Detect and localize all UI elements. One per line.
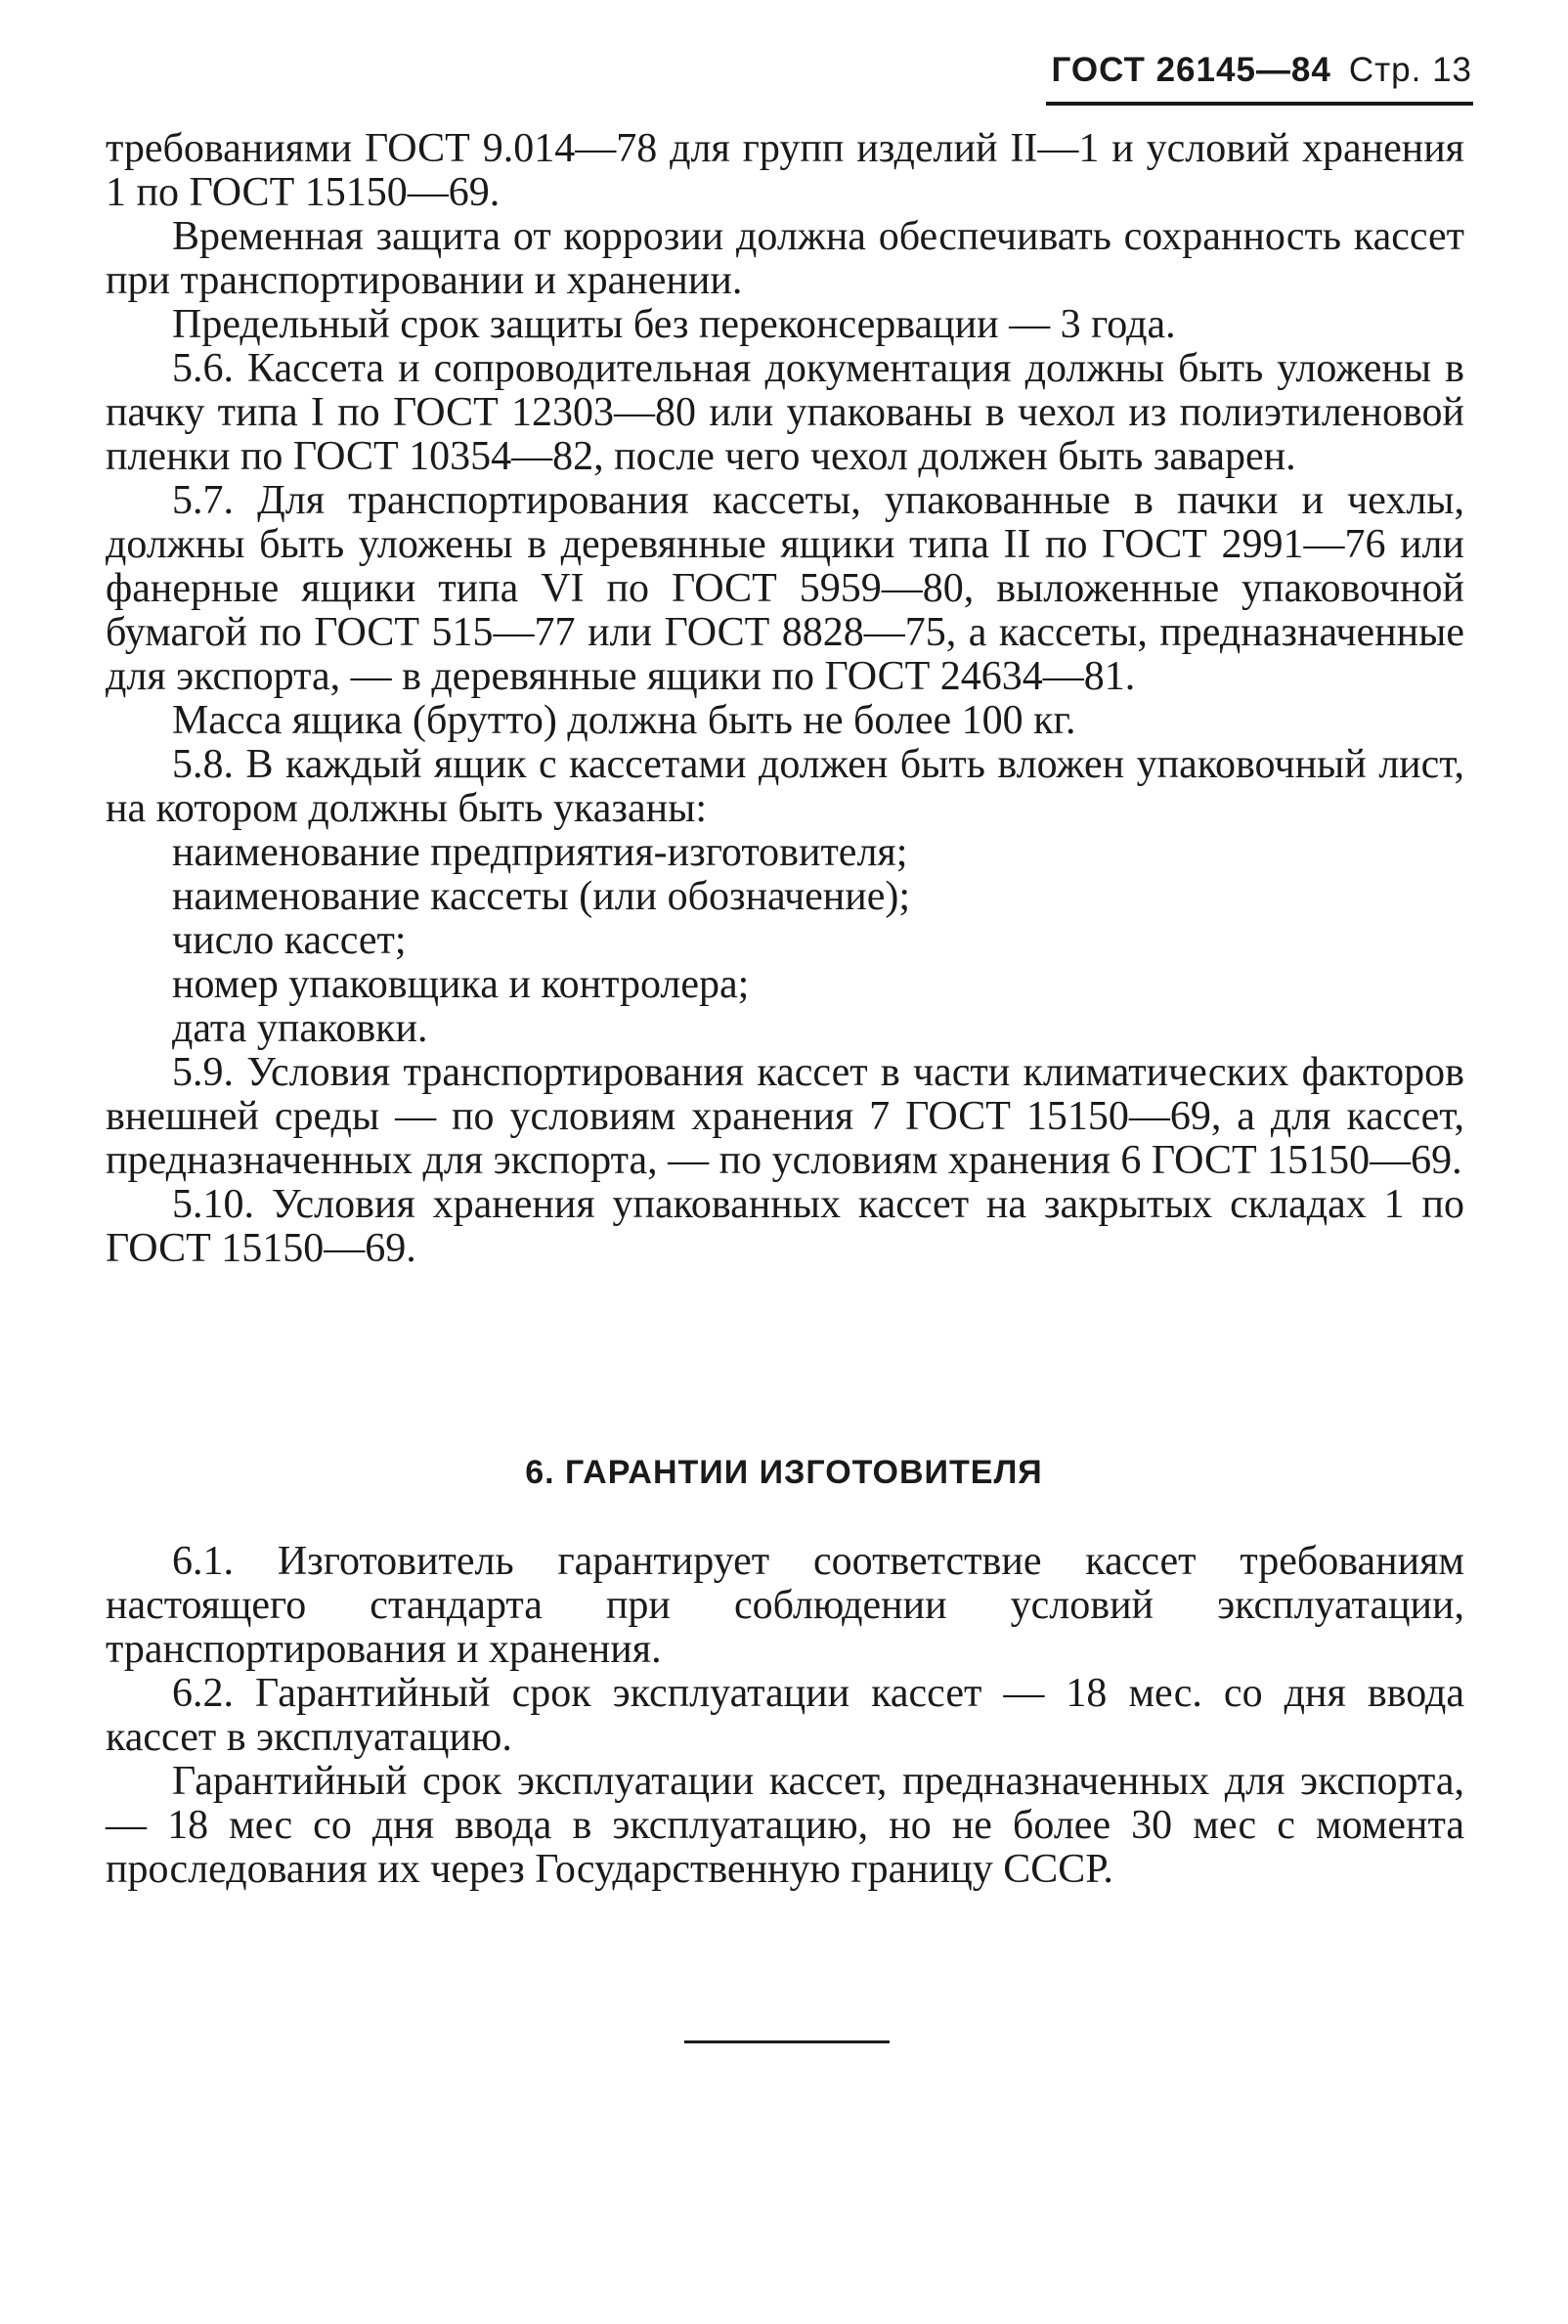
section-6-heading: 6. ГАРАНТИИ ИЗГОТОВИТЕЛЯ — [525, 1454, 1043, 1491]
clause-5-7: 5.7. Для транспортирования кассеты, упакованные в пачки и чехлы, должны быть уложены в деревянные ящики типа II по ГОСТ 2991—76 или фанерные ящики типа VI по ГОСТ 5959—80, выложенные упаковочной бумагой по ГОСТ 515—77 или ГОСТ 8828—75, а кассеты, предназначенные для экспорта, — в деревянные ящики по ГОСТ 24634—81. — [106, 478, 1464, 699]
clause-5-9: 5.9. Условия транспортирования кассет в части климатических факторов внешней среды — по условиям хранения 7 ГОСТ 15150—69, а для кассет, предназначенных для экспорта, — по условиям хранения 6 ГОСТ 15150—69. — [106, 1050, 1464, 1183]
paragraph-export-warranty: Гарантийный срок эксплуатации кассет, предназначенных для экспорта, — 18 мес со дня ввода в эксплуатацию, но не более 30 мес с момента проследования их через Государственную границу СССР. — [106, 1759, 1464, 1892]
paragraph-continuation: требованиями ГОСТ 9.014—78 для групп изделий II—1 и условий хранения 1 по ГОСТ 15150—69. — [106, 126, 1464, 215]
list-item: наименование предприятия-изготовителя; — [172, 830, 908, 875]
list-item: дата упаковки. — [172, 1006, 428, 1051]
running-header — [1051, 51, 1472, 90]
list-item: число кассет; — [172, 918, 407, 963]
paragraph-temporary-protection: Временная защита от коррозии должна обеспечивать сохранность кассет при транспортировании и хранении. — [106, 214, 1464, 303]
page-number: Стр. 13 — [1348, 51, 1472, 89]
list-item: наименование кассеты (или обозначение); — [172, 874, 911, 919]
section-5-text — [106, 127, 1464, 1271]
list-item: номер упаковщика и контролера; — [172, 962, 750, 1007]
standard-number: ГОСТ 26145—84 — [1051, 51, 1331, 89]
clause-6-1: 6.1. Изготовитель гарантирует соответствие кассет требованиям настоящего стандарта при соблюдении условий эксплуатации, транспортирования и хранения. — [106, 1539, 1464, 1672]
paragraph-protection-limit: Предельный срок защиты без переконсервации — 3 года. — [172, 302, 1176, 347]
clause-5-10: 5.10. Условия хранения упакованных кассет на закрытых складах 1 по ГОСТ 15150—69. — [106, 1182, 1464, 1271]
clause-5-8: 5.8. В каждый ящик с кассетами должен быть вложен упаковочный лист, на котором должны быть указаны: — [106, 742, 1464, 831]
header-rule — [1046, 102, 1473, 106]
section-6-text — [106, 1540, 1464, 1892]
clause-6-2: 6.2. Гарантийный срок эксплуатации кассет — 18 мес. со дня ввода кассет в эксплуатацию. — [106, 1671, 1464, 1760]
clause-5-6: 5.6. Кассета и сопроводительная документация должны быть уложены в пачку типа I по ГОСТ 12303—80 или упакованы в чехол из полиэтиленовой пленки по ГОСТ 10354—82, после чего чехол должен быть заварен. — [106, 346, 1464, 479]
paragraph-box-mass: Масса ящика (брутто) должна быть не более 100 кг. — [172, 698, 1076, 743]
end-rule — [684, 2040, 890, 2043]
